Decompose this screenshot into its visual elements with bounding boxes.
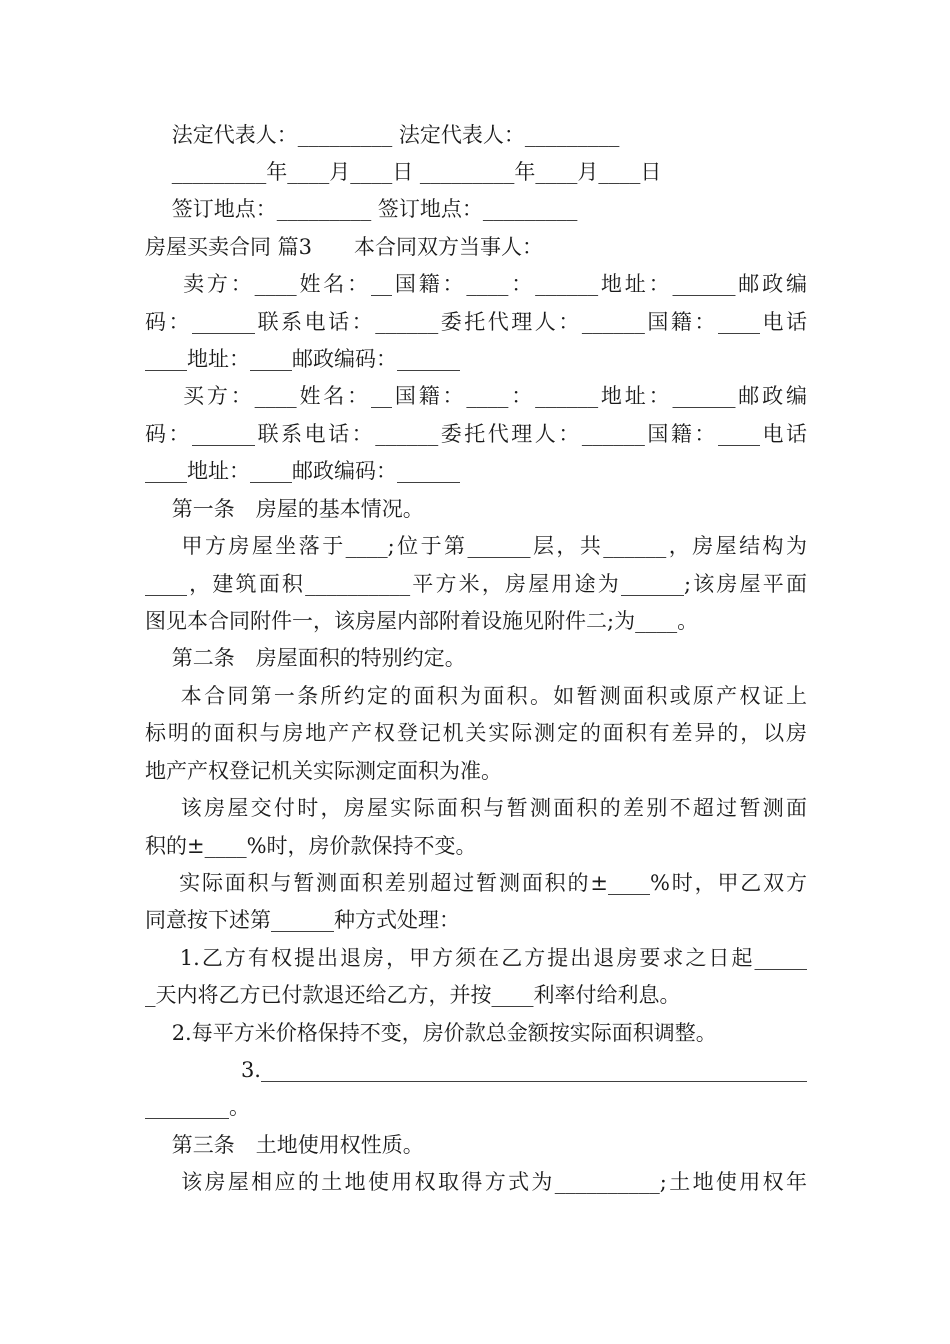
text-line: 积的±____%时，房价款保持不变。 [145,834,477,858]
article-heading: 第三条 土地使用权性质。 [145,1133,424,1157]
text-line: 3.____________________________________________________ [145,1058,807,1082]
text-line: 标明的面积与房地产产权登记机关实际测定的面积有差异的，以房 [145,721,807,745]
text-line: 同意按下述第______种方式处理： [145,908,460,932]
text-line: ____地址：____邮政编码：______ [145,347,460,371]
text-line: 该房屋相应的土地使用权取得方式为__________;土地使用权年 [145,1170,807,1194]
text-line: 法定代表人：_________ 法定代表人：_________ [145,123,620,147]
text-line: ____地址：____邮政编码：______ [145,459,460,483]
section-heading: 房屋买卖合同 篇3 本合同双方当事人： [145,235,544,259]
text-line: 地产产权登记机关实际测定面积为准。 [145,759,502,783]
text-line: 图见本合同附件一，该房屋内部附着设施见附件二;为____。 [145,609,699,633]
article-heading: 第一条 房屋的基本情况。 [145,497,424,521]
text-line: ____，建筑面积__________平方米，房屋用途为______;该房屋平面 [145,572,807,596]
text-line: 码：______联系电话：______委托代理人：______国籍：____电话 [145,422,807,446]
text-line: 甲方房屋坐落于____;位于第______层，共______，房屋结构为 [145,534,807,558]
text-line: 实际面积与暂测面积差别超过暂测面积的±____%时，甲乙双方 [145,871,807,895]
article-heading: 第二条 房屋面积的特别约定。 [145,646,466,670]
text-line: 买方：____姓名：__国籍：____：______地址：______邮政编 [145,384,807,408]
text-line: 2.每平方米价格保持不变，房价款总金额按实际面积调整。 [145,1021,717,1045]
text-line: 1.乙方有权提出退房，甲方须在乙方提出退房要求之日起_____ [145,946,807,970]
text-line: _________年____月____日 _________年____月____日 [145,160,662,184]
text-line: ________。 [145,1095,250,1119]
text-line: 本合同第一条所约定的面积为面积。如暂测面积或原产权证上 [145,684,807,708]
text-line: 该房屋交付时，房屋实际面积与暂测面积的差别不超过暂测面 [145,796,807,820]
text-line: 码：______联系电话：______委托代理人：______国籍：____电话 [145,310,807,334]
text-line: _天内将乙方已付款退还给乙方，并按____利率付给利息。 [145,983,681,1007]
text-line: 卖方：____姓名：__国籍：____：______地址：______邮政编 [145,272,807,296]
text-line: 签订地点：_________ 签订地点：_________ [145,197,578,221]
